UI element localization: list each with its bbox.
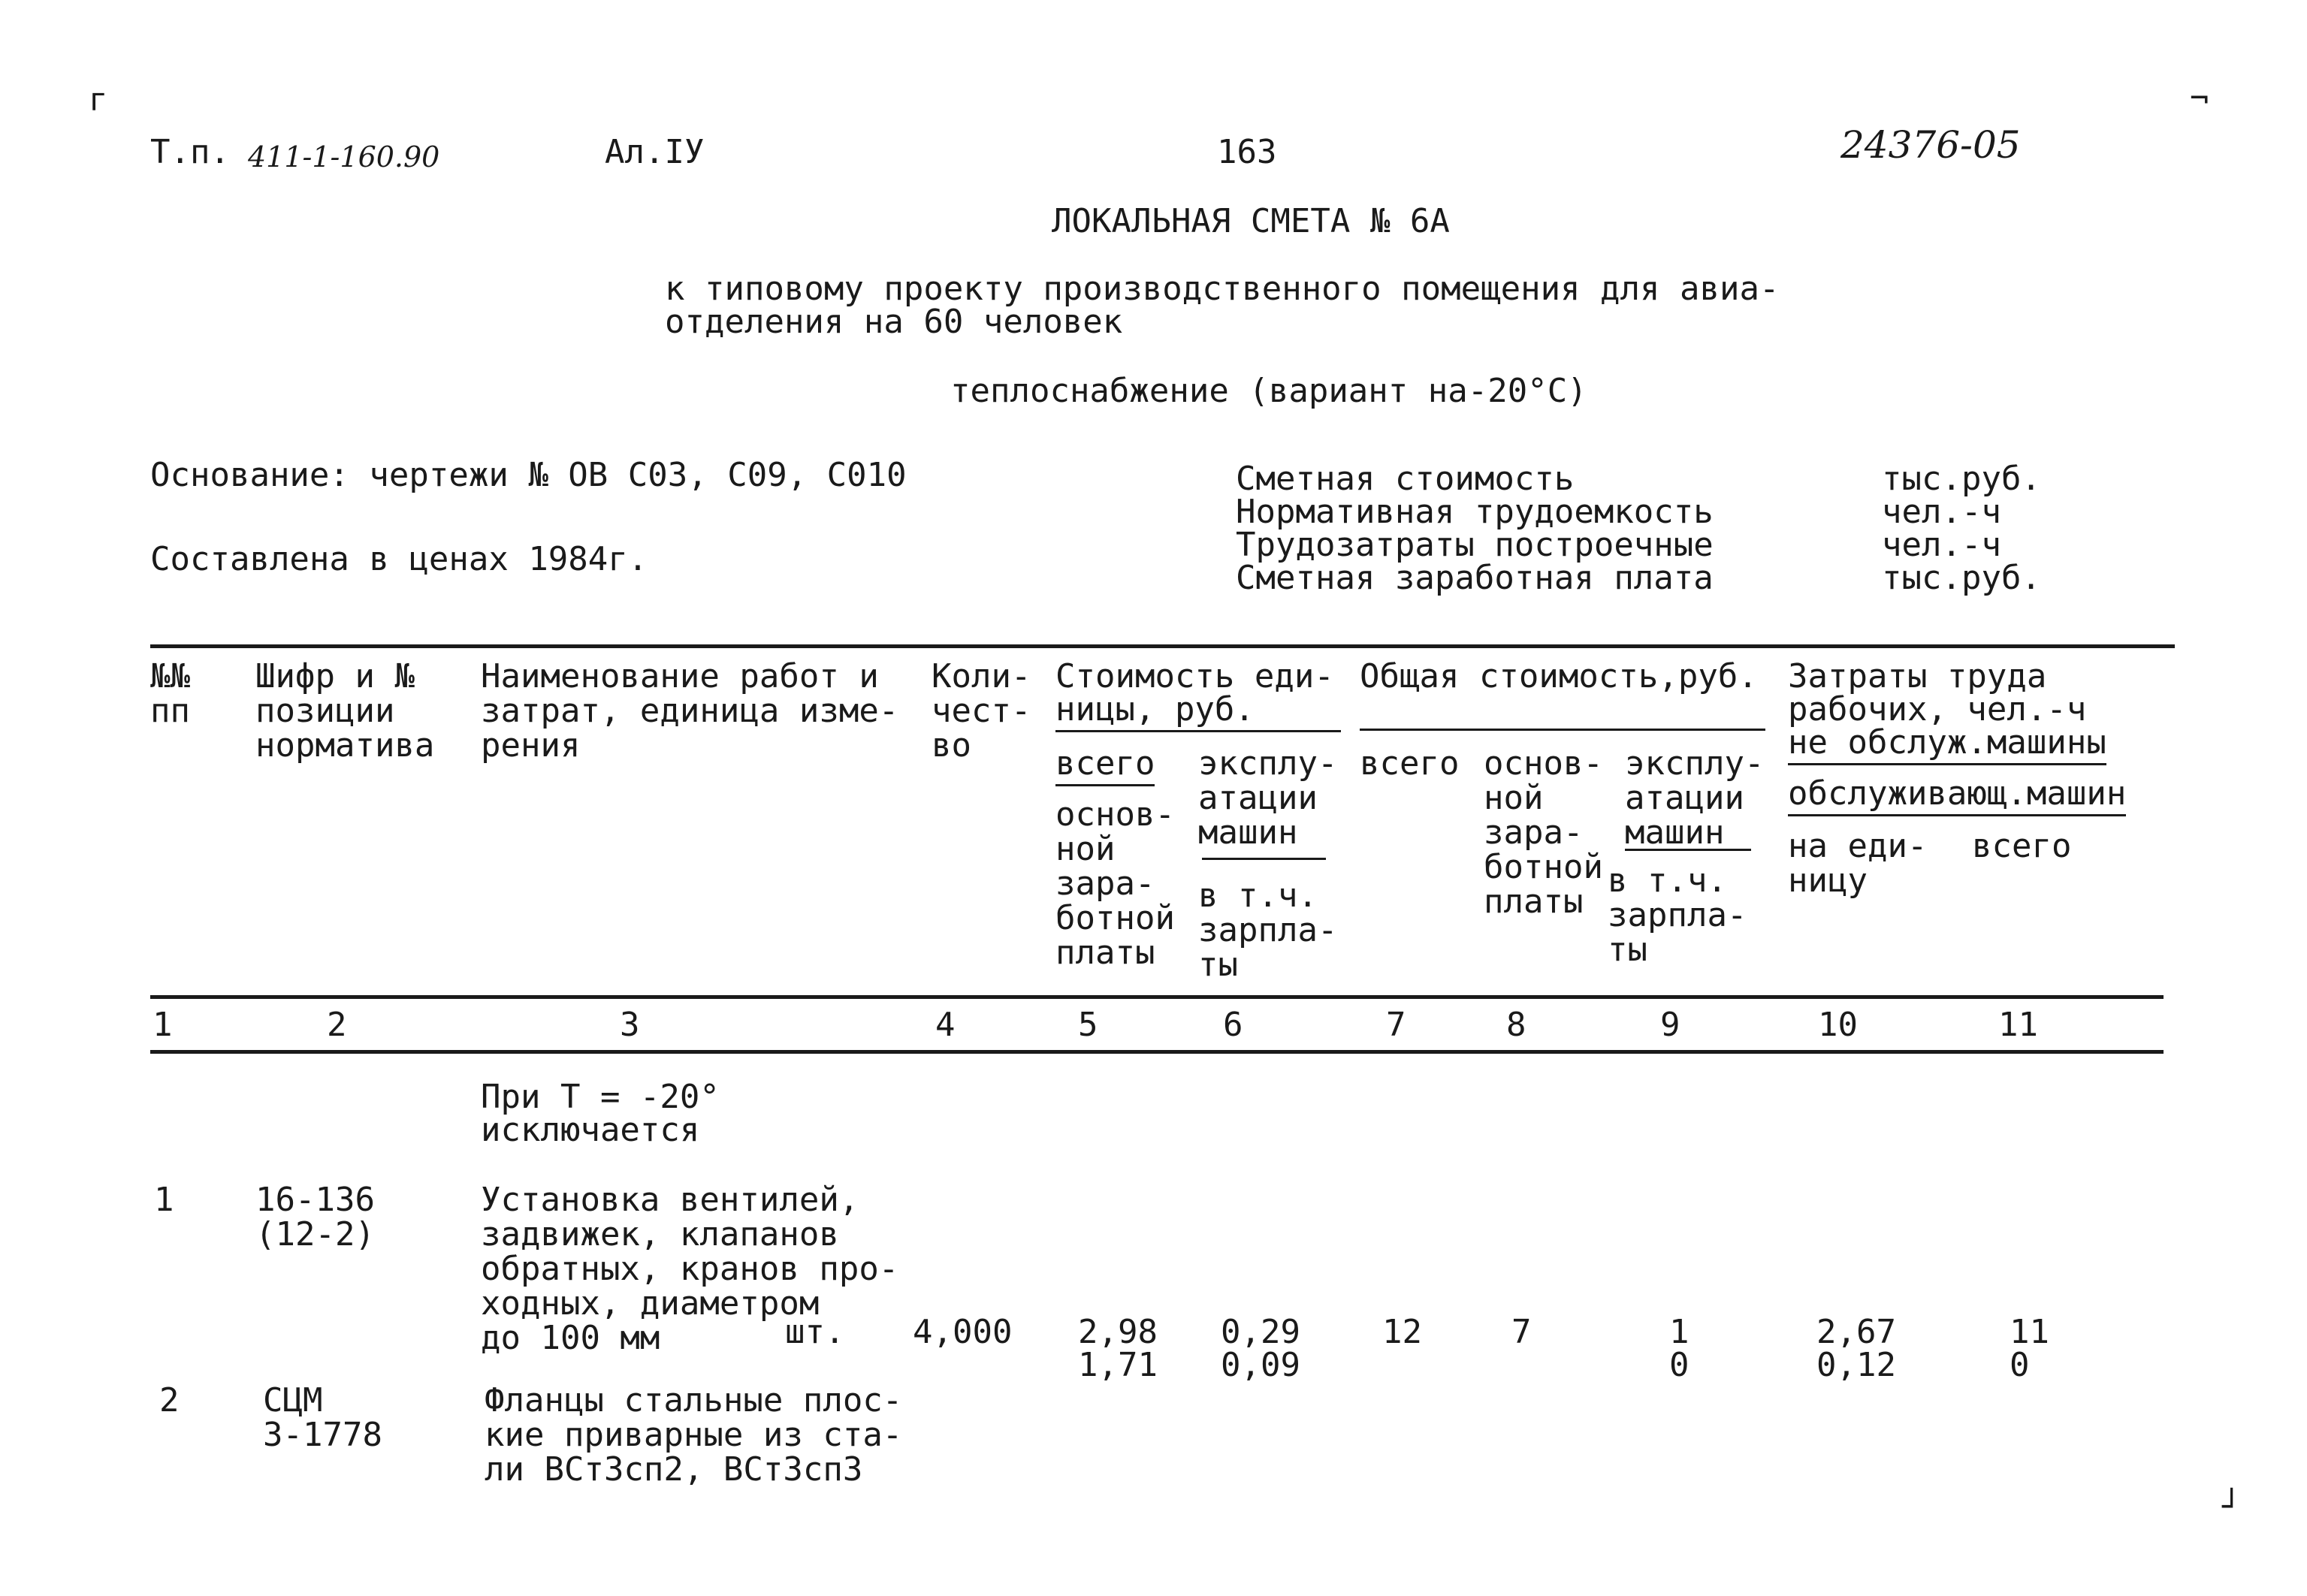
header-col5-bottom: основ- ной зара- ботной платы bbox=[1055, 795, 1175, 972]
column-number-11: 11 bbox=[1998, 1006, 2038, 1044]
header-labor-group-4-text: обслуживающ.машин bbox=[1788, 774, 2126, 816]
column-number-9: 9 bbox=[1660, 1006, 1680, 1044]
summary-unit-site-labor: чел.-ч bbox=[1882, 526, 2001, 564]
table-row-1-qty: 4,000 bbox=[913, 1313, 1013, 1351]
header-labor-group-4 bbox=[1788, 774, 2127, 813]
header-col-qty: Коли- чест- во bbox=[932, 657, 1031, 765]
table-row-1-total: 12 bbox=[1382, 1313, 1422, 1351]
table-row-2-code: СЦМ 3-1778 bbox=[263, 1381, 382, 1454]
header-labor-group-3-text: не обслуж.машины bbox=[1788, 723, 2106, 765]
header-col8: основ- ной зара- ботной платы bbox=[1484, 744, 1603, 921]
summary-unit-cost: тыс.руб. bbox=[1882, 460, 2041, 498]
subtitle-line-2: отделения на 60 человек bbox=[665, 303, 1123, 341]
header-total-cost-rule bbox=[1360, 729, 1765, 731]
header-col10: на еди- ницу bbox=[1788, 827, 1928, 900]
summary-label-normative-labor: Нормативная трудоемкость bbox=[1236, 493, 1714, 531]
column-number-2: 2 bbox=[327, 1006, 347, 1044]
basis-prices: Составлена в ценах 1984г. bbox=[150, 540, 648, 578]
summary-label-site-labor: Трудозатраты построечные bbox=[1236, 526, 1714, 564]
column-number-4: 4 bbox=[935, 1006, 956, 1044]
note-temperature: При Т = -20° bbox=[481, 1078, 720, 1116]
table-row-1-unit-wage: 1,71 bbox=[1078, 1346, 1158, 1384]
column-number-rule bbox=[150, 1050, 2164, 1054]
table-row-1-labor-unit-machine: 0,12 bbox=[1816, 1346, 1896, 1384]
header-labor-group-2: рабочих, чел.-ч bbox=[1788, 690, 2087, 729]
header-col6-rule bbox=[1202, 858, 1326, 860]
table-row-1-unit-total: 2,98 bbox=[1078, 1313, 1158, 1351]
header-labor-group-3 bbox=[1788, 723, 2106, 762]
stamp-number: 24376-05 bbox=[1840, 123, 2021, 167]
column-number-6: 6 bbox=[1223, 1006, 1243, 1044]
header-total-cost-group: Общая стоимость,руб. bbox=[1360, 657, 1758, 695]
column-number-3: 3 bbox=[620, 1006, 640, 1044]
column-number-5: 5 bbox=[1078, 1006, 1098, 1044]
column-number-10: 10 bbox=[1818, 1006, 1858, 1044]
table-row-1-total-machine: 1 bbox=[1669, 1313, 1689, 1351]
table-row-1-unit: шт. bbox=[785, 1313, 845, 1351]
corner-mark-bottom-right: ┘ bbox=[2222, 1488, 2242, 1525]
header-bottom-rule bbox=[150, 995, 2164, 999]
header-col5-top-text: всего bbox=[1055, 744, 1155, 786]
header-col6-bottom: в т.ч. зарпла- ты bbox=[1198, 876, 1338, 984]
header-col6-top: эксплу- атации машин bbox=[1198, 744, 1338, 852]
header-col-code: Шифр и № позиции норматива bbox=[255, 657, 435, 765]
column-number-1: 1 bbox=[152, 1006, 173, 1044]
table-row-1-unit-machine-wage: 0,09 bbox=[1221, 1346, 1300, 1384]
summary-unit-wages: тыс.руб. bbox=[1882, 559, 2041, 597]
table-row-2-name: Фланцы стальные плос- кие приварные из ста- ли ВСт3сп2, ВСт3сп3 bbox=[485, 1381, 903, 1489]
album-label: Ал.IУ bbox=[605, 133, 705, 171]
header-unit-cost-group: Стоимость еди- bbox=[1055, 657, 1334, 695]
header-col9-rule bbox=[1625, 849, 1751, 851]
table-row-1-labor-total: 11 bbox=[2010, 1313, 2049, 1351]
table-row-1-name: Установка вентилей, задвижек, клапанов обратных, кранов про- ходных, диаметром до 100 мм bbox=[481, 1181, 899, 1357]
basis-drawings: Основание: чертежи № ОВ С03, С09, С010 bbox=[150, 456, 907, 494]
column-number-8: 8 bbox=[1506, 1006, 1526, 1044]
table-row-1-total-machine-wage: 0 bbox=[1669, 1346, 1689, 1384]
header-col7: всего bbox=[1360, 744, 1460, 783]
header-col11: всего bbox=[1972, 827, 2072, 865]
column-number-7: 7 bbox=[1386, 1006, 1406, 1044]
table-row-1-unit-machine: 0,29 bbox=[1221, 1313, 1300, 1351]
table-top-rule bbox=[150, 644, 2175, 648]
project-prefix: Т.п. bbox=[150, 133, 230, 171]
section-title: теплоснабжение (вариант на-20°С) bbox=[950, 372, 1587, 410]
table-row-1-num: 1 bbox=[154, 1181, 174, 1219]
header-col9-bottom: в т.ч. зарпла- ты bbox=[1608, 861, 1747, 969]
document-title: ЛОКАЛЬНАЯ СМЕТА № 6А bbox=[1052, 202, 1450, 240]
table-row-1-labor-total-machine: 0 bbox=[2010, 1346, 2030, 1384]
header-col-num: №№ пп bbox=[150, 657, 190, 730]
corner-mark-top-right: ¬ bbox=[2190, 80, 2209, 116]
project-code: 411-1-160.90 bbox=[248, 140, 440, 173]
header-unit-cost-group-2 bbox=[1055, 692, 1255, 727]
header-unit-cost-group-2-text: ницы, руб. bbox=[1055, 690, 1255, 732]
corner-mark-top-left: г bbox=[89, 81, 108, 118]
summary-label-cost: Сметная стоимость bbox=[1236, 460, 1575, 498]
header-col5-top bbox=[1055, 744, 1155, 783]
header-labor-group-1: Затраты труда bbox=[1788, 657, 2047, 695]
summary-unit-normative-labor: чел.-ч bbox=[1882, 493, 2001, 531]
page-number: 163 bbox=[1217, 133, 1277, 171]
header-col-name: Наименование работ и затрат, единица изме- рения bbox=[481, 657, 899, 765]
table-row-2-num: 2 bbox=[159, 1381, 180, 1420]
table-row-1-code: 16-136 (12-2) bbox=[255, 1181, 375, 1254]
header-col9-top: эксплу- атации машин bbox=[1625, 744, 1765, 852]
table-row-1-total-wage: 7 bbox=[1511, 1313, 1532, 1351]
subtitle-line-1: к типовому проекту производственного помещения для авиа- bbox=[665, 270, 1780, 308]
summary-label-wages: Сметная заработная плата bbox=[1236, 559, 1714, 597]
note-excluded: исключается bbox=[481, 1111, 700, 1149]
table-row-1-labor-unit: 2,67 bbox=[1816, 1313, 1896, 1351]
header-unit-cost-rule bbox=[1055, 730, 1341, 732]
